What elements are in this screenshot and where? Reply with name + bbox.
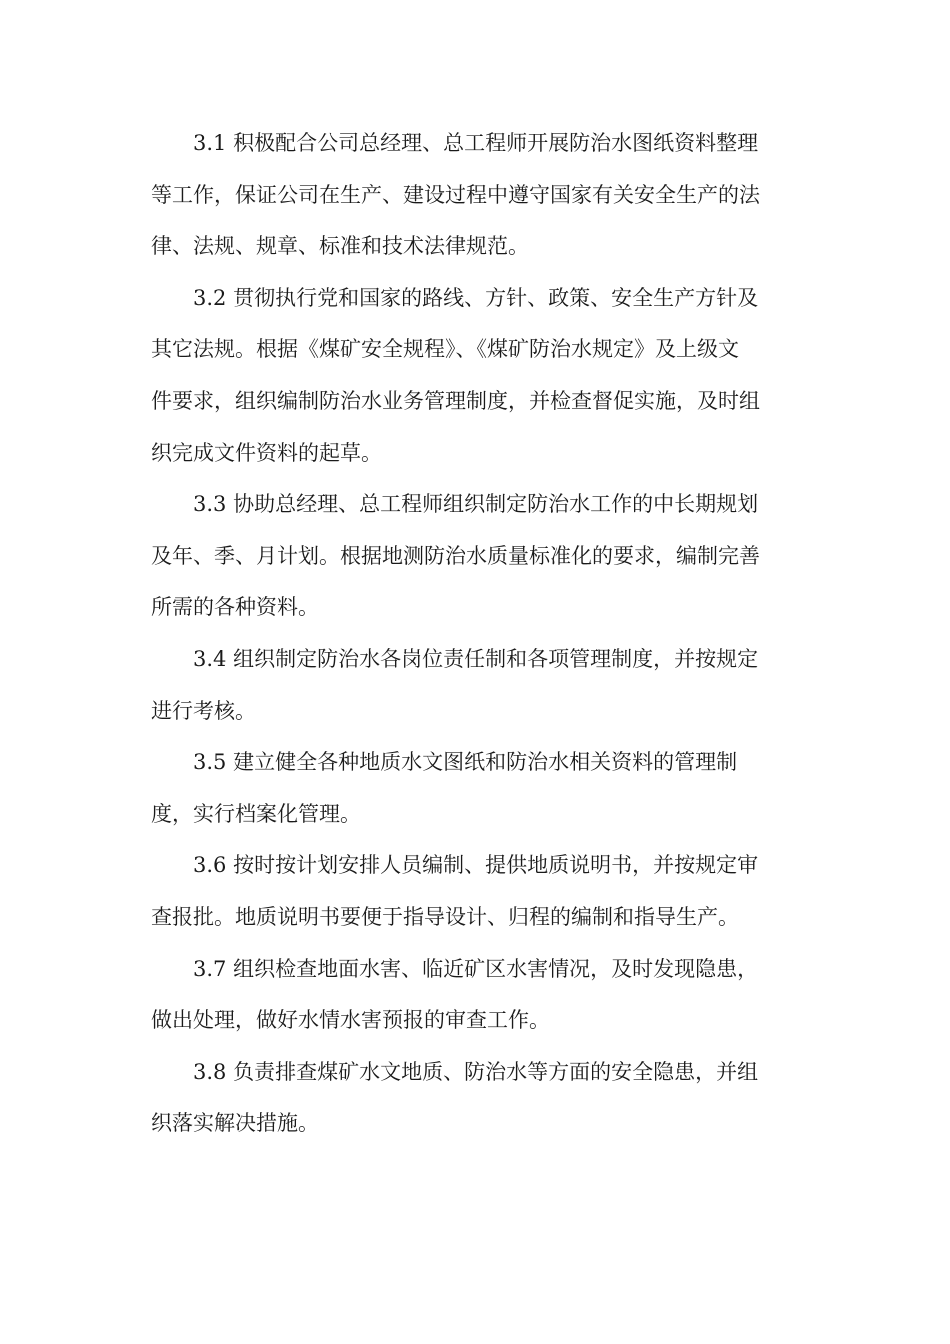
paragraph-line: 等工作，保证公司在生产、建设过程中遵守国家有关安全生产的法 <box>151 182 760 207</box>
paragraph-line: 所需的各种资料。 <box>151 595 319 620</box>
paragraph-3-1 <box>151 118 801 273</box>
paragraph-line: 3.2 贯彻执行党和国家的路线、方针、政策、安全生产方针及 <box>193 285 759 310</box>
paragraph-line: 3.3 协助总经理、总工程师组织制定防治水工作的中长期规划 <box>193 492 759 517</box>
paragraph-line: 及年、季、月计划。根据地测防治水质量标准化的要求，编制完善 <box>151 543 760 568</box>
paragraph-line: 织落实解决措施。 <box>151 1111 319 1136</box>
paragraph-line: 3.5 建立健全各种地质水文图纸和防治水相关资料的管理制 <box>193 750 738 775</box>
paragraph-line: 3.8 负责排查煤矿水文地质、防治水等方面的安全隐患，并组 <box>193 1059 759 1084</box>
paragraph-3-5 <box>151 737 801 840</box>
paragraph-3-2 <box>151 273 801 479</box>
paragraph-3-4 <box>151 634 801 737</box>
paragraph-line: 3.6 按时按计划安排人员编制、提供地质说明书，并按规定审 <box>193 853 759 878</box>
paragraph-line: 其它法规。根据《煤矿安全规程》、《煤矿防治水规定》及上级文 <box>151 337 739 362</box>
paragraph-3-3 <box>151 479 801 634</box>
paragraph-line: 查报批。地质说明书要便于指导设计、归程的编制和指导生产。 <box>151 904 739 929</box>
paragraph-line: 度，实行档案化管理。 <box>151 801 361 826</box>
paragraph-line: 进行考核。 <box>151 698 256 723</box>
paragraph-line: 3.7 组织检查地面水害、临近矿区水害情况，及时发现隐患， <box>193 956 759 981</box>
paragraph-3-6 <box>151 840 801 943</box>
paragraph-line: 3.4 组织制定防治水各岗位责任制和各项管理制度，并按规定 <box>193 646 759 671</box>
paragraph-line: 织完成文件资料的起草。 <box>151 440 382 465</box>
paragraph-line: 3.1 积极配合公司总经理、总工程师开展防治水图纸资料整理 <box>193 131 759 155</box>
paragraph-line: 做出处理，做好水情水害预报的审查工作。 <box>151 1008 550 1033</box>
paragraph-3-8 <box>151 1047 801 1150</box>
paragraph-line: 件要求，组织编制防治水业务管理制度，并检查督促实施，及时组 <box>151 388 760 413</box>
document-body <box>151 118 801 1150</box>
paragraph-line: 律、法规、规章、标准和技术法律规范。 <box>151 234 529 259</box>
paragraph-3-7 <box>151 944 801 1047</box>
